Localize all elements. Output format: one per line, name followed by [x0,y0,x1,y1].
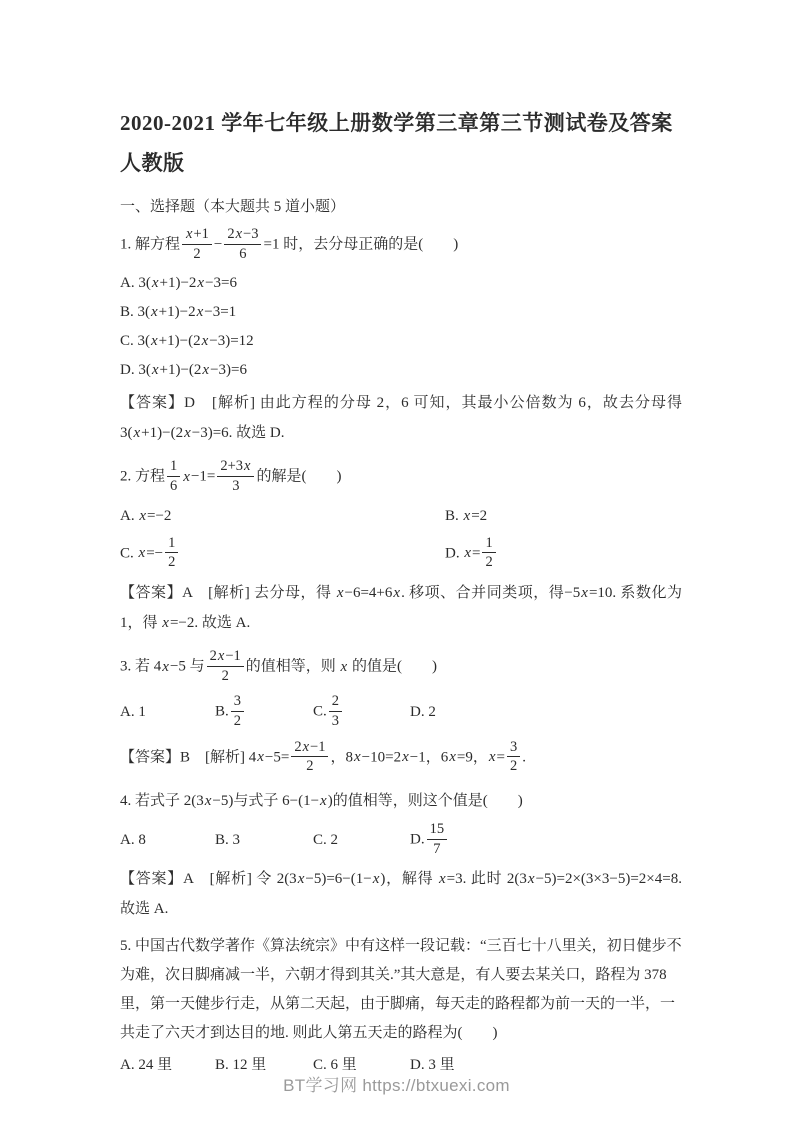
question-stem: 4. 若式子 2(3x−5)与式子 6−(1−x)的值相等，则这个值是( ) [120,793,523,810]
question-list [120,224,682,1080]
page-title: 2020-2021 学年七年级上册数学第三章第三节测试卷及答案人教版 [120,111,673,175]
fraction: $\frac{2}{3}$ [329,693,342,729]
question-option: A. 1 [120,704,146,721]
fraction: $\frac{15}{7}$ [427,821,448,857]
question-option: C. $\frac{2}{3}$ [313,691,410,733]
question-stem: 1. 解方程 $\frac{x+1}{2}$ − $\frac{2x-3}{6}$ =1 时，去分母正确的是( ) [120,226,459,262]
section-header: 一、选择题（本大题共 5 道小题） [120,199,346,215]
question-option: C. 6 里 [313,1057,357,1074]
question-answer: 【答案】D [解析] 由此方程的分母 2，6 可知，其最小公倍数为 6，故去分母得 3(x+1)−(2x−3)=6. 故选 D. [120,395,682,442]
question-option: B. 12 里 [215,1057,267,1074]
fraction: $\frac{3}{2}$ [231,693,244,729]
question [120,224,682,448]
fraction: $\frac{2x-3}{6}$ [224,226,261,262]
fraction: $\frac{1}{2}$ [165,535,178,571]
question-option: C. 2 [313,831,339,848]
question-option: B. $\frac{3}{2}$ [215,691,313,733]
question-option: B. x=2 [445,507,488,524]
question-option: C. 3(x+1)−(2x−3)=12 [120,333,254,350]
question-options [120,269,682,385]
question-answer: 【答案】B [解析] 4x−5= $\frac{2x-1}{2}$ ，8x−10=2x−1，6x=9，x= $\frac{3}{2}$ . [120,738,526,775]
question-option: C. x=− $\frac{1}{2}$ [120,533,445,575]
question [120,456,682,638]
question-option: A. x=−2 [120,507,172,524]
question-option: A. 8 [120,831,146,848]
question [120,646,682,779]
footer-watermark [0,1071,793,1096]
question-option: A. 24 里 [120,1057,173,1074]
document-content [120,103,682,1083]
question-option: D. 3 里 [410,1057,455,1074]
question-answer: 【答案】A [解析] 令 2(3x−5)=6−(1−x)，解得 x=3. 此时 2(3x−5)=2×(3×3−5)=2×4=8. 故选 A. [120,871,682,918]
fraction: $\frac{x+1}{2}$ [182,226,212,262]
footer-site-text: BT学习网 https://btxuexi.com [283,1076,510,1095]
question-answer: 【答案】A [解析] 去分母，得 x−6=4+6x. 移项、合并同类项，得−5x=10. 系数化为 1，得 x=−2. 故选 A. [120,585,682,632]
question-stem: 5. 中国古代数学著作《算法统宗》中有这样一段记载：“三百七十八里关，初日健步不为难，次日脚痛减一半，六朝才得到其关.”其大意是，有人要去某关口，路程为 378 里，第一天健步行走，从第二天起，由于脚痛，每天走的路程都为前一天的一半，一共走了六天才到达目的地. 则此人第五天走的路程为( ) [120,938,682,1042]
fraction: $\frac{2+3x}{3}$ [217,458,254,494]
question-options [120,819,682,861]
question-option: B. 3(x+1)−2x−3=1 [120,304,237,321]
question-options [120,691,682,733]
question [120,787,682,924]
fraction: $\frac{3}{2}$ [507,739,520,775]
question-option: D. x= $\frac{1}{2}$ [445,533,682,575]
question-option: D. 2 [410,704,436,721]
question-stem: 2. 方程 $\frac{1}{6}$ x−1= $\frac{2+3x}{3}$ 的解是( ) [120,458,342,495]
fraction: $\frac{1}{2}$ [482,535,495,571]
question-stem: 3. 若 4x−5 与 $\frac{2x-1}{2}$ 的值相等，则 x 的值是( ) [120,648,437,684]
fraction: $\frac{2x-1}{2}$ [207,648,244,684]
question-option: A. 3(x+1)−2x−3=6 [120,275,238,292]
fraction: $\frac{2x-1}{2}$ [291,739,328,775]
question-options [120,502,682,575]
fraction: $\frac{1}{6}$ [167,458,180,494]
question-option: B. 3 [215,831,241,848]
question [120,932,682,1080]
question-option: D. 3(x+1)−(2x−3)=6 [120,362,248,379]
question-option: D. $\frac{15}{7}$ [410,819,682,861]
